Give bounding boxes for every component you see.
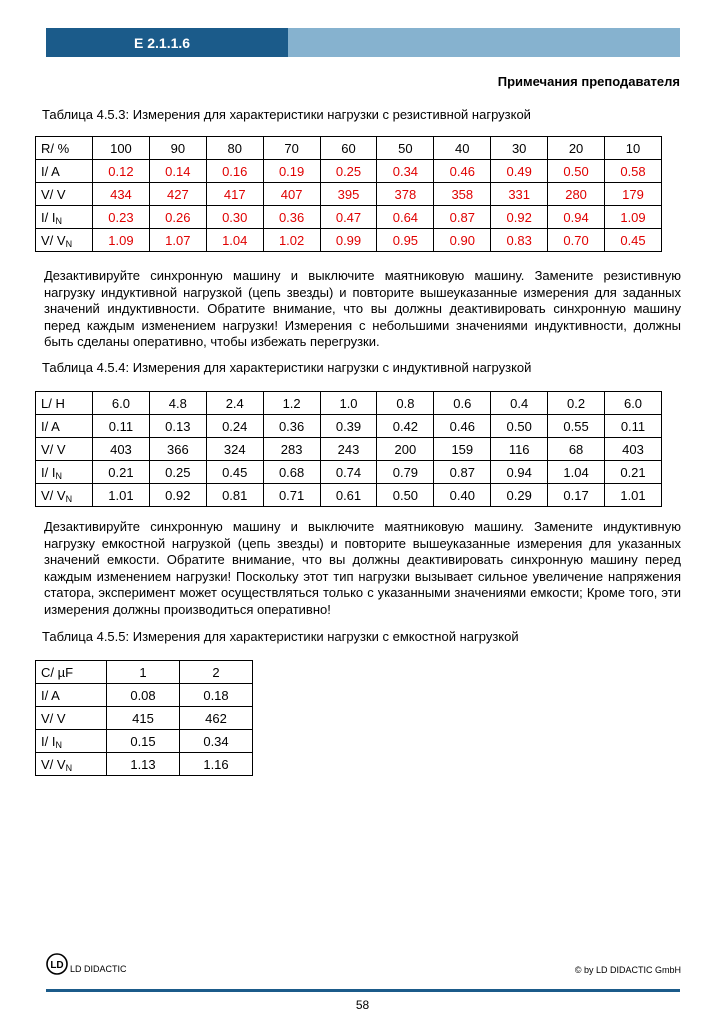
table-cell: 60 xyxy=(320,137,377,160)
table-cell: 280 xyxy=(548,183,605,206)
copyright-notice: © by LD DIDACTIC GmbH xyxy=(574,965,681,975)
table-cell: 159 xyxy=(434,438,491,461)
table-cell: 1.09 xyxy=(605,206,662,229)
table-cell: 70 xyxy=(263,137,320,160)
row-label xyxy=(36,461,93,484)
ld-didactic-logo xyxy=(46,953,127,975)
row-label: V/ V xyxy=(36,438,93,461)
table-cell: 417 xyxy=(206,183,263,206)
table-cell: 0.2 xyxy=(548,392,605,415)
row-label-subscript: N xyxy=(65,762,73,773)
table-row xyxy=(36,229,662,252)
table-cell: 0.92 xyxy=(491,206,548,229)
row-label-subscript: N xyxy=(65,238,73,249)
table-cell: 0.14 xyxy=(149,160,206,183)
table-row xyxy=(36,461,662,484)
table-cell: 68 xyxy=(548,438,605,461)
table-cell: 0.6 xyxy=(434,392,491,415)
page-header-bar xyxy=(46,28,680,57)
row-label xyxy=(36,229,93,252)
ld-logo-mark: LD xyxy=(50,960,64,971)
table-cell: 0.58 xyxy=(605,160,662,183)
table-cell: 0.70 xyxy=(548,229,605,252)
teacher-notes-heading: Примечания преподавателя xyxy=(497,74,680,89)
table-cell: 0.25 xyxy=(320,160,377,183)
row-label: V/ V xyxy=(36,707,107,730)
table-cell: 395 xyxy=(320,183,377,206)
table-cell: 403 xyxy=(605,438,662,461)
table-cell: 0.83 xyxy=(491,229,548,252)
table-cell: 0.36 xyxy=(263,415,320,438)
table-cell: 0.29 xyxy=(491,484,548,507)
table-cell: 0.81 xyxy=(206,484,263,507)
row-label-subscript: N xyxy=(55,470,62,481)
table-cell: 283 xyxy=(263,438,320,461)
table-cell: 6.0 xyxy=(93,392,150,415)
table-cell: 179 xyxy=(605,183,662,206)
table-cell: 0.34 xyxy=(377,160,434,183)
table-cell: 0.87 xyxy=(434,206,491,229)
table-cell: 0.71 xyxy=(263,484,320,507)
table-cell: 0.50 xyxy=(548,160,605,183)
row-label: V/ V xyxy=(36,183,93,206)
table-cell: 4.8 xyxy=(149,392,206,415)
table-cell: 0.90 xyxy=(434,229,491,252)
table-cell: 0.92 xyxy=(149,484,206,507)
table-cell: 0.99 xyxy=(320,229,377,252)
table-cell: 0.50 xyxy=(491,415,548,438)
table-cell: 0.95 xyxy=(377,229,434,252)
table-cell: 0.36 xyxy=(263,206,320,229)
table-cell: 0.42 xyxy=(377,415,434,438)
table-cell: 0.25 xyxy=(149,461,206,484)
row-label xyxy=(36,206,93,229)
row-label xyxy=(36,730,107,753)
table-cell: 0.39 xyxy=(320,415,377,438)
table-cell: 366 xyxy=(149,438,206,461)
table-cell: 0.26 xyxy=(149,206,206,229)
table-cell: 0.50 xyxy=(377,484,434,507)
row-label: L/ H xyxy=(36,392,93,415)
table-cell: 0.45 xyxy=(605,229,662,252)
table-cell: 0.11 xyxy=(605,415,662,438)
table-row xyxy=(36,137,662,160)
header-bar-fill xyxy=(288,28,680,57)
table-cell: 0.46 xyxy=(434,415,491,438)
table-cell: 0.74 xyxy=(320,461,377,484)
inductive-load-table xyxy=(35,391,662,507)
table-cell: 0.55 xyxy=(548,415,605,438)
table-cell: 1.0 xyxy=(320,392,377,415)
row-label-subscript: N xyxy=(55,739,62,750)
table-row xyxy=(36,392,662,415)
table-cell: 0.8 xyxy=(377,392,434,415)
table-row xyxy=(36,707,253,730)
table-cell: 6.0 xyxy=(605,392,662,415)
row-label: I/ A xyxy=(36,415,93,438)
instruction-paragraph-1: Дезактивируйте синхронную машину и выключите маятниковую машину. Замените резистивную нагрузку индуктивной нагрузкой (цепь звезды) и повторите вышеуказанные измерения для заданных значений индуктивности. Обратите внимание, что вы должны деактивировать синхронную машину перед каждым изменением нагрузки! Измерения с небольшими значениями индуктивности, должны быть сделаны оперативно, чтобы избежать перегрузки. xyxy=(44,268,681,350)
table-cell: 415 xyxy=(107,707,180,730)
table-cell: 0.30 xyxy=(206,206,263,229)
table-cell: 0.4 xyxy=(491,392,548,415)
table-cell: 0.15 xyxy=(107,730,180,753)
table-cell: 1.04 xyxy=(548,461,605,484)
table-cell: 0.64 xyxy=(377,206,434,229)
table-cell: 1.2 xyxy=(263,392,320,415)
table-cell: 0.17 xyxy=(548,484,605,507)
table-cell: 1.16 xyxy=(180,753,253,776)
table-cell: 0.23 xyxy=(93,206,150,229)
table1-caption: Таблица 4.5.3: Измерения для характеристики нагрузки с резистивной нагрузкой xyxy=(42,107,531,122)
table-cell: 0.24 xyxy=(206,415,263,438)
table-cell: 30 xyxy=(491,137,548,160)
table-cell: 1.07 xyxy=(149,229,206,252)
row-label-main: V/ V xyxy=(41,487,66,503)
table-cell: 0.68 xyxy=(263,461,320,484)
table-cell: 200 xyxy=(377,438,434,461)
row-label-subscript: N xyxy=(55,215,62,226)
row-label: C/ µF xyxy=(36,661,107,684)
table-cell: 1.01 xyxy=(93,484,150,507)
table-row xyxy=(36,160,662,183)
table-cell: 0.40 xyxy=(434,484,491,507)
table-cell: 1 xyxy=(107,661,180,684)
ld-logo-icon xyxy=(46,953,68,975)
table3-caption: Таблица 4.5.5: Измерения для характеристики нагрузки с емкостной нагрузкой xyxy=(42,629,519,644)
capacitive-load-table xyxy=(35,660,253,776)
table-row xyxy=(36,661,253,684)
row-label xyxy=(36,484,93,507)
table-cell: 358 xyxy=(434,183,491,206)
row-label xyxy=(36,753,107,776)
table-cell: 0.12 xyxy=(93,160,150,183)
row-label: I/ A xyxy=(36,684,107,707)
table-row xyxy=(36,183,662,206)
row-label-main: I/ I xyxy=(41,733,56,749)
table-cell: 243 xyxy=(320,438,377,461)
table-cell: 0.11 xyxy=(93,415,150,438)
logo-text: LD DIDACTIC xyxy=(70,964,127,974)
table-row xyxy=(36,684,253,707)
table-cell: 0.87 xyxy=(434,461,491,484)
footer-rule xyxy=(46,989,680,992)
table2-caption: Таблица 4.5.4: Измерения для характеристики нагрузки с индуктивной нагрузкой xyxy=(42,360,532,375)
table-cell: 1.04 xyxy=(206,229,263,252)
table-cell: 1.01 xyxy=(605,484,662,507)
row-label-subscript: N xyxy=(65,493,73,504)
row-label-main: V/ V xyxy=(41,232,66,248)
table-cell: 40 xyxy=(434,137,491,160)
table-cell: 0.61 xyxy=(320,484,377,507)
table-cell: 0.79 xyxy=(377,461,434,484)
table-cell: 100 xyxy=(93,137,150,160)
table-row xyxy=(36,484,662,507)
table-row xyxy=(36,730,253,753)
table-cell: 0.49 xyxy=(491,160,548,183)
table-cell: 324 xyxy=(206,438,263,461)
table-cell: 10 xyxy=(605,137,662,160)
table-cell: 0.13 xyxy=(149,415,206,438)
table-cell: 90 xyxy=(149,137,206,160)
row-label-main: V/ V xyxy=(41,756,66,772)
table-cell: 80 xyxy=(206,137,263,160)
table-cell: 20 xyxy=(548,137,605,160)
table-cell: 403 xyxy=(93,438,150,461)
table-cell: 427 xyxy=(149,183,206,206)
table-cell: 1.02 xyxy=(263,229,320,252)
table-cell: 2 xyxy=(180,661,253,684)
table-cell: 2.4 xyxy=(206,392,263,415)
table-cell: 0.08 xyxy=(107,684,180,707)
table-cell: 434 xyxy=(93,183,150,206)
instruction-paragraph-2: Дезактивируйте синхронную машину и выключите маятниковую машину. Замените индуктивную нагрузку емкостной нагрузкой (цепь звезды) и повторите вышеуказанные измерения для указанных значений емкости. Обратите внимание, что вы должны деактивировать синхронную машину перед каждым изменением нагрузки! Поскольку этот тип нагрузки вызывает сильное увеличение напряжения статора, эксперимент может осуществляться только с указанными значениями емкости; Кроме того, эти измерения должны производиться оперативно! xyxy=(44,519,681,617)
row-label-main: I/ I xyxy=(41,209,56,225)
table-cell: 0.94 xyxy=(548,206,605,229)
table-cell: 0.34 xyxy=(180,730,253,753)
table-cell: 0.47 xyxy=(320,206,377,229)
row-label: R/ % xyxy=(36,137,93,160)
table-cell: 0.45 xyxy=(206,461,263,484)
table-cell: 116 xyxy=(491,438,548,461)
header-code: E 2.1.1.6 xyxy=(46,28,288,57)
page-number: 58 xyxy=(355,998,370,1012)
table-cell: 50 xyxy=(377,137,434,160)
table-row xyxy=(36,438,662,461)
table-cell: 331 xyxy=(491,183,548,206)
table-cell: 0.21 xyxy=(605,461,662,484)
table-cell: 1.09 xyxy=(93,229,150,252)
table-cell: 0.46 xyxy=(434,160,491,183)
table-cell: 0.16 xyxy=(206,160,263,183)
table-row xyxy=(36,753,253,776)
table-cell: 0.94 xyxy=(491,461,548,484)
row-label: I/ A xyxy=(36,160,93,183)
table-cell: 462 xyxy=(180,707,253,730)
resistive-load-table xyxy=(35,136,662,252)
table-cell: 407 xyxy=(263,183,320,206)
table-row xyxy=(36,415,662,438)
row-label-main: I/ I xyxy=(41,464,56,480)
table-cell: 0.19 xyxy=(263,160,320,183)
table-cell: 0.21 xyxy=(93,461,150,484)
table-cell: 1.13 xyxy=(107,753,180,776)
table-row xyxy=(36,206,662,229)
table-cell: 0.18 xyxy=(180,684,253,707)
table-cell: 378 xyxy=(377,183,434,206)
